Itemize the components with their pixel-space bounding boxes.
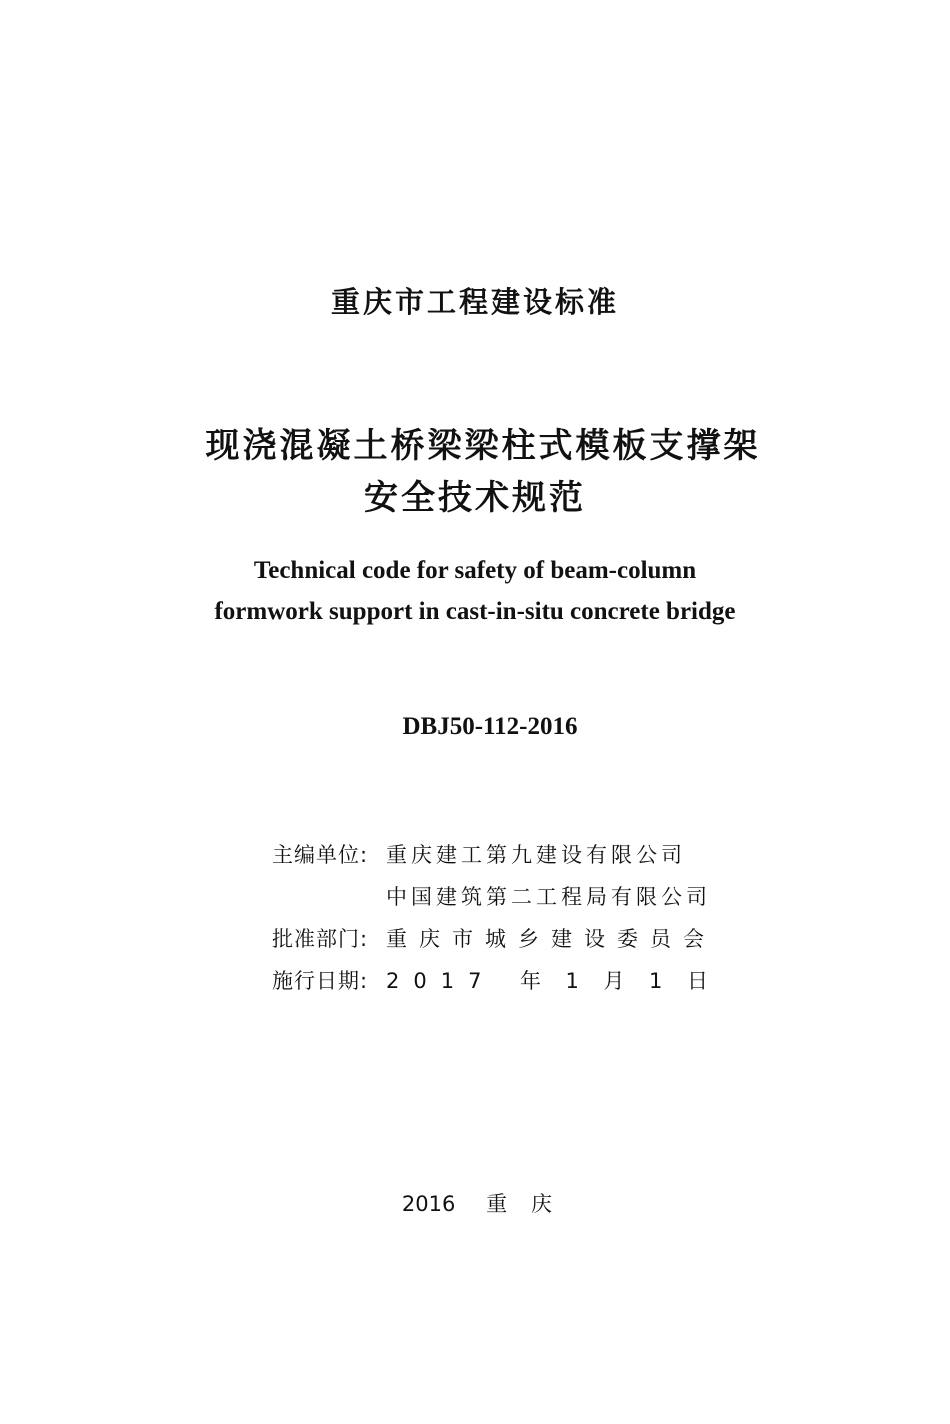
approver-row: [272, 918, 716, 960]
editor-label: 主编单位:: [272, 843, 369, 867]
effective-month-unit: 月: [603, 969, 625, 993]
standard-code: DBJ50-112-2016: [402, 713, 578, 740]
series-title: 重庆市工程建设标准: [330, 285, 619, 319]
effective-day-unit: 日: [686, 969, 708, 993]
title-en-line1: Technical code for safety of beam-column: [253, 557, 697, 584]
effective-year: 2017: [386, 969, 496, 993]
effective-row: [272, 960, 716, 1002]
title-en-line2: formwork support in cast-in-situ concrete bridge: [214, 598, 736, 625]
effective-month: 1: [565, 969, 579, 993]
effective-date: [386, 960, 708, 1002]
editor-row: [272, 834, 716, 876]
approver-label: 批准部门:: [272, 927, 369, 951]
footer: [14, 1188, 950, 1218]
editor-2: 中国建筑第二工程局有限公司: [386, 885, 711, 909]
footer-year: 2016: [401, 1192, 456, 1216]
effective-year-unit: 年: [520, 969, 541, 993]
effective-day: 1: [649, 969, 663, 993]
effective-label: 施行日期:: [272, 969, 369, 993]
editor-row-2: [272, 876, 716, 918]
publication-info: [272, 834, 716, 1002]
approver: 重庆市城乡建设委员会: [386, 927, 716, 951]
footer-city: 重庆: [486, 1192, 577, 1216]
title-zh-line1: 现浇混凝土桥梁梁柱式模板支撑架: [205, 426, 761, 466]
title-zh-line2: 安全技术规范: [364, 478, 586, 518]
editor-1: 重庆建工第九建设有限公司: [386, 843, 686, 867]
